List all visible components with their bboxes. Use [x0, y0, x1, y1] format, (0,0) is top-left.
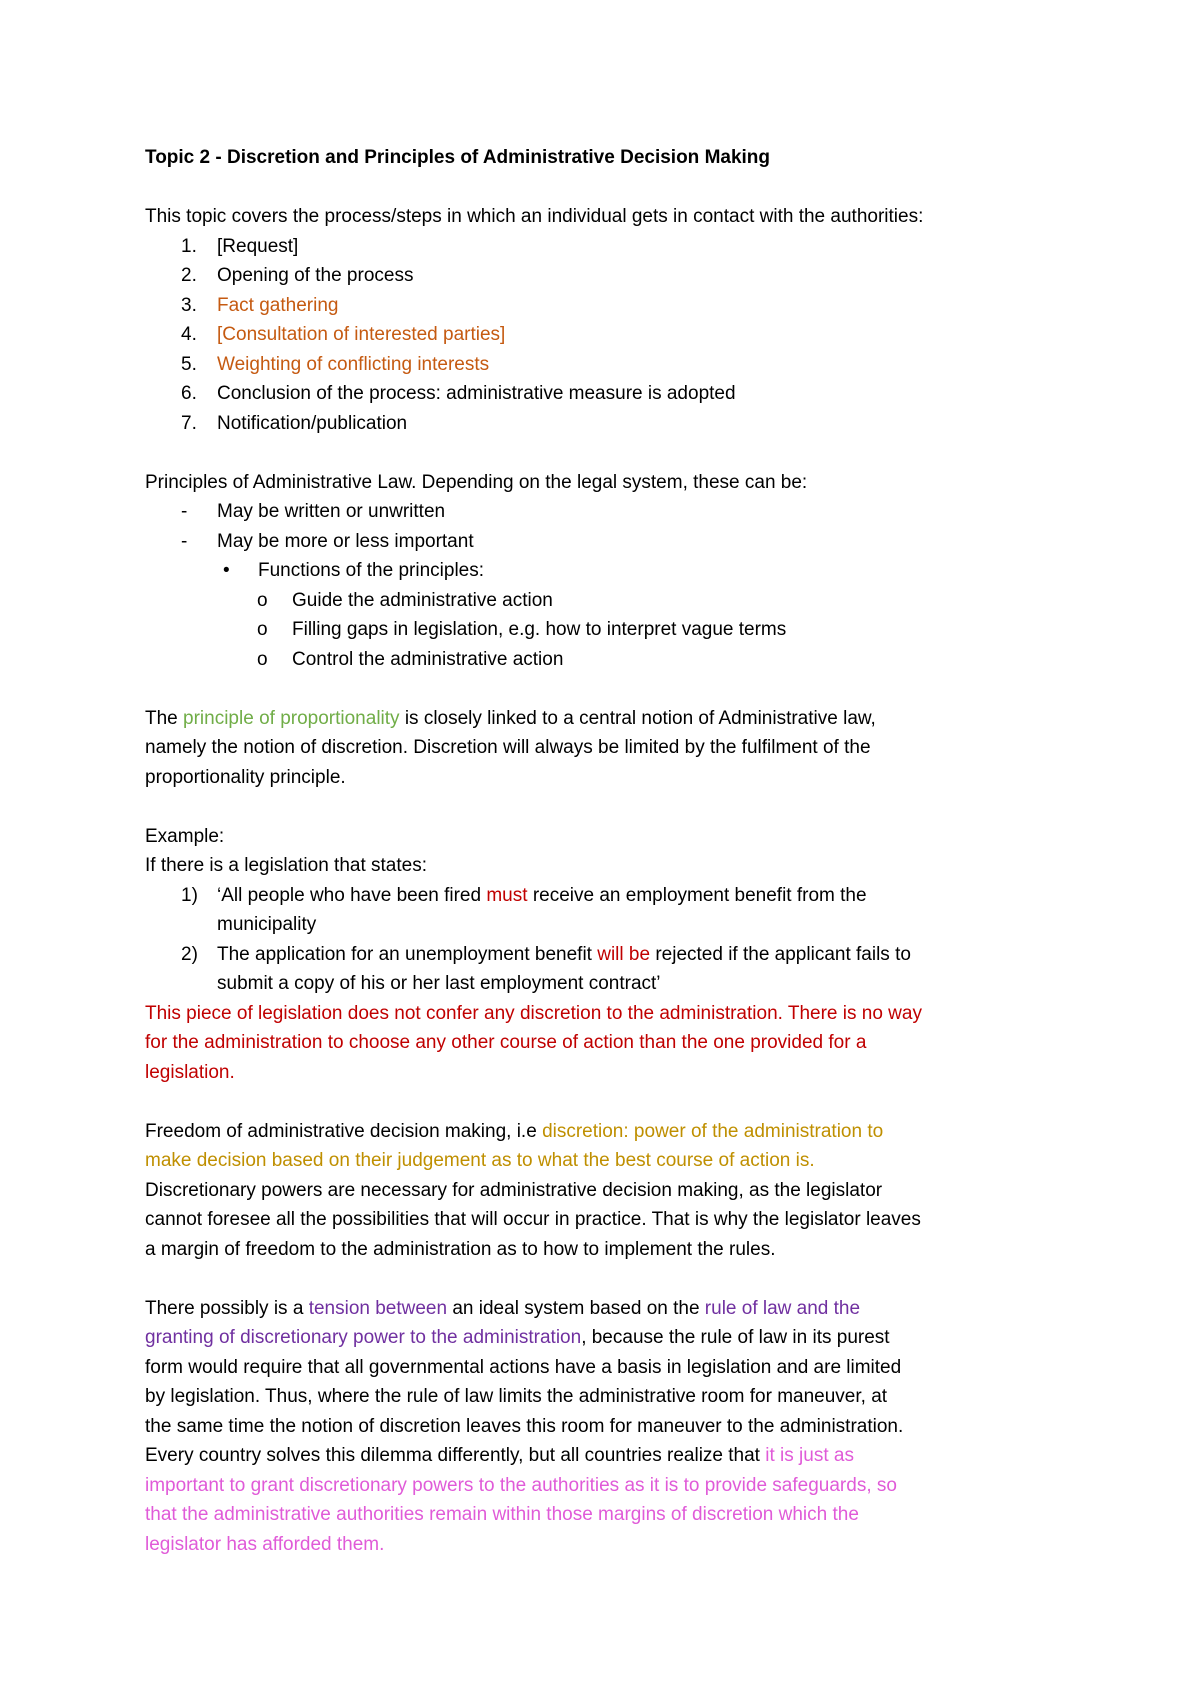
list-item — [145, 261, 1065, 291]
paragraph-line — [145, 1441, 1065, 1471]
paragraph-line — [145, 1323, 1065, 1353]
list-number: 7. — [181, 412, 197, 434]
paragraph-line — [145, 704, 1065, 734]
list-item — [145, 497, 1065, 527]
list-item-text: Functions of the principles: — [258, 560, 485, 581]
paragraph-line-highlight: legislator has afforded them. — [145, 1533, 385, 1555]
example-note-line: legislation. — [145, 1061, 235, 1083]
list-item-text: [Request] — [217, 235, 299, 257]
text-span: The — [145, 707, 184, 729]
tension-paragraph — [145, 1294, 1065, 1560]
paragraph-line-highlight: important to grant discretionary powers to the authorities as it is to provide safeguards, so — [145, 1474, 897, 1496]
proportionality-paragraph — [145, 704, 1065, 793]
highlight-text: principle of proportionality — [183, 707, 400, 729]
list-item-continuation: municipality — [217, 914, 317, 935]
list-number: 2) — [181, 943, 198, 965]
text-span: is closely linked to a central notion of Administrative law, — [399, 707, 876, 729]
spacer — [145, 1264, 1065, 1294]
highlight-text: granting of discretionary power to the administration — [145, 1327, 582, 1348]
list-number: 3. — [181, 294, 197, 316]
list-item-text: Notification/publication — [217, 412, 408, 434]
text-span: receive an employment benefit from the — [527, 884, 867, 906]
page-title: Topic 2 - Discretion and Principles of Administrative Decision Making — [145, 147, 771, 168]
highlight-text: will be — [597, 943, 651, 965]
spacer — [145, 1087, 1065, 1117]
highlight-text: rule of law and the — [704, 1297, 861, 1319]
paragraph-line: form would require that all governmental actions have a basis in legislation and are limited — [145, 1356, 902, 1378]
spacer — [145, 173, 1065, 203]
text-span: Freedom of administrative decision making, i.e — [145, 1120, 543, 1142]
paragraph-line: cannot foresee all the possibilities that will occur in practice. That is why the legislator leaves — [145, 1209, 921, 1230]
list-item — [145, 615, 1065, 645]
text-span: ‘All people who have been fired — [217, 884, 487, 906]
dash-marker: - — [181, 501, 188, 522]
text-span: , because the rule of law in its purest — [581, 1327, 890, 1348]
principles-heading: Principles of Administrative Law. Depending on the legal system, these can be: — [145, 471, 808, 493]
highlight-text: tension between — [308, 1297, 448, 1319]
list-item-text-highlight: Weighting of conflicting interests — [217, 353, 490, 375]
list-item-text: Opening of the process — [217, 265, 414, 286]
list-item-text: Control the administrative action — [292, 648, 564, 670]
list-item — [145, 232, 1065, 262]
circle-marker: o — [257, 619, 268, 640]
paragraph-line-highlight: make decision based on their judgement as to what the best course of action is. — [145, 1150, 815, 1171]
example-label: Example: — [145, 825, 225, 847]
list-item — [145, 409, 1065, 439]
list-item-text: May be written or unwritten — [217, 501, 446, 522]
list-item-text-highlight: [Consultation of interested parties] — [217, 324, 506, 345]
list-item-text: May be more or less important — [217, 530, 474, 552]
list-number: 1) — [181, 884, 198, 906]
list-item — [145, 645, 1065, 675]
list-number: 4. — [181, 324, 197, 345]
example-lead: If there is a legislation that states: — [145, 855, 427, 876]
bullet-marker: • — [223, 560, 230, 581]
text-span: There possibly is a — [145, 1297, 309, 1319]
list-item — [145, 527, 1065, 557]
list-item-text: Filling gaps in legislation, e.g. how to interpret vague terms — [292, 619, 787, 640]
list-number: 2. — [181, 265, 197, 286]
paragraph-line: Discretionary powers are necessary for administrative decision making, as the legislator — [145, 1179, 883, 1201]
example-section — [145, 822, 1065, 1088]
list-item-text: Guide the administrative action — [292, 589, 553, 611]
text-span: Every country solves this dilemma differently, but all countries realize that — [145, 1445, 766, 1466]
paragraph-line-highlight: that the administrative authorities remain within those margins of discretion which the — [145, 1504, 859, 1525]
list-item — [145, 379, 1065, 409]
paragraph-line — [145, 1294, 1065, 1324]
list-item — [145, 320, 1065, 350]
list-number: 5. — [181, 353, 197, 375]
list-item — [145, 586, 1065, 616]
dash-marker: - — [181, 530, 188, 552]
list-item — [145, 556, 1065, 586]
example-note-line: This piece of legislation does not confer any discretion to the administration. There is no way — [145, 1002, 922, 1024]
text-span: an ideal system based on the — [447, 1297, 705, 1319]
spacer — [145, 438, 1065, 468]
list-item — [145, 350, 1065, 380]
document-body — [145, 143, 1065, 1559]
freedom-paragraph — [145, 1117, 1065, 1265]
list-item — [145, 291, 1065, 321]
example-note-line: for the administration to choose any other course of action than the one provided for a — [145, 1032, 867, 1053]
circle-marker: o — [257, 589, 268, 611]
paragraph-line: proportionality principle. — [145, 766, 346, 788]
spacer — [145, 674, 1065, 704]
circle-marker: o — [257, 648, 268, 670]
list-item-continuation: submit a copy of his or her last employment contract’ — [217, 973, 661, 994]
list-number: 1. — [181, 235, 197, 257]
paragraph-line: namely the notion of discretion. Discretion will always be limited by the fulfilment of the — [145, 737, 871, 758]
list-number: 6. — [181, 383, 197, 404]
intro-paragraph: This topic covers the process/steps in which an individual gets in contact with the authorities: — [145, 206, 924, 227]
list-item — [145, 881, 1065, 911]
list-item-text-highlight: Fact gathering — [217, 294, 339, 316]
list-item-text: Conclusion of the process: administrative measure is adopted — [217, 383, 736, 404]
text-span: rejected if the applicant fails to — [650, 943, 911, 965]
paragraph-line — [145, 1117, 1065, 1147]
process-steps-list — [145, 232, 1065, 439]
spacer — [145, 792, 1065, 822]
highlight-text: must — [486, 884, 528, 906]
paragraph-line: by legislation. Thus, where the rule of law limits the administrative room for maneuver, at — [145, 1386, 888, 1407]
text-span: The application for an unemployment benefit — [217, 943, 598, 965]
paragraph-line: a margin of freedom to the administration as to how to implement the rules. — [145, 1238, 776, 1260]
highlight-text: discretion: power of the administration to — [542, 1120, 884, 1142]
highlight-text: it is just as — [765, 1445, 854, 1466]
paragraph-line: the same time the notion of discretion leaves this room for maneuver to the administration. — [145, 1415, 904, 1437]
list-item — [145, 940, 1065, 970]
